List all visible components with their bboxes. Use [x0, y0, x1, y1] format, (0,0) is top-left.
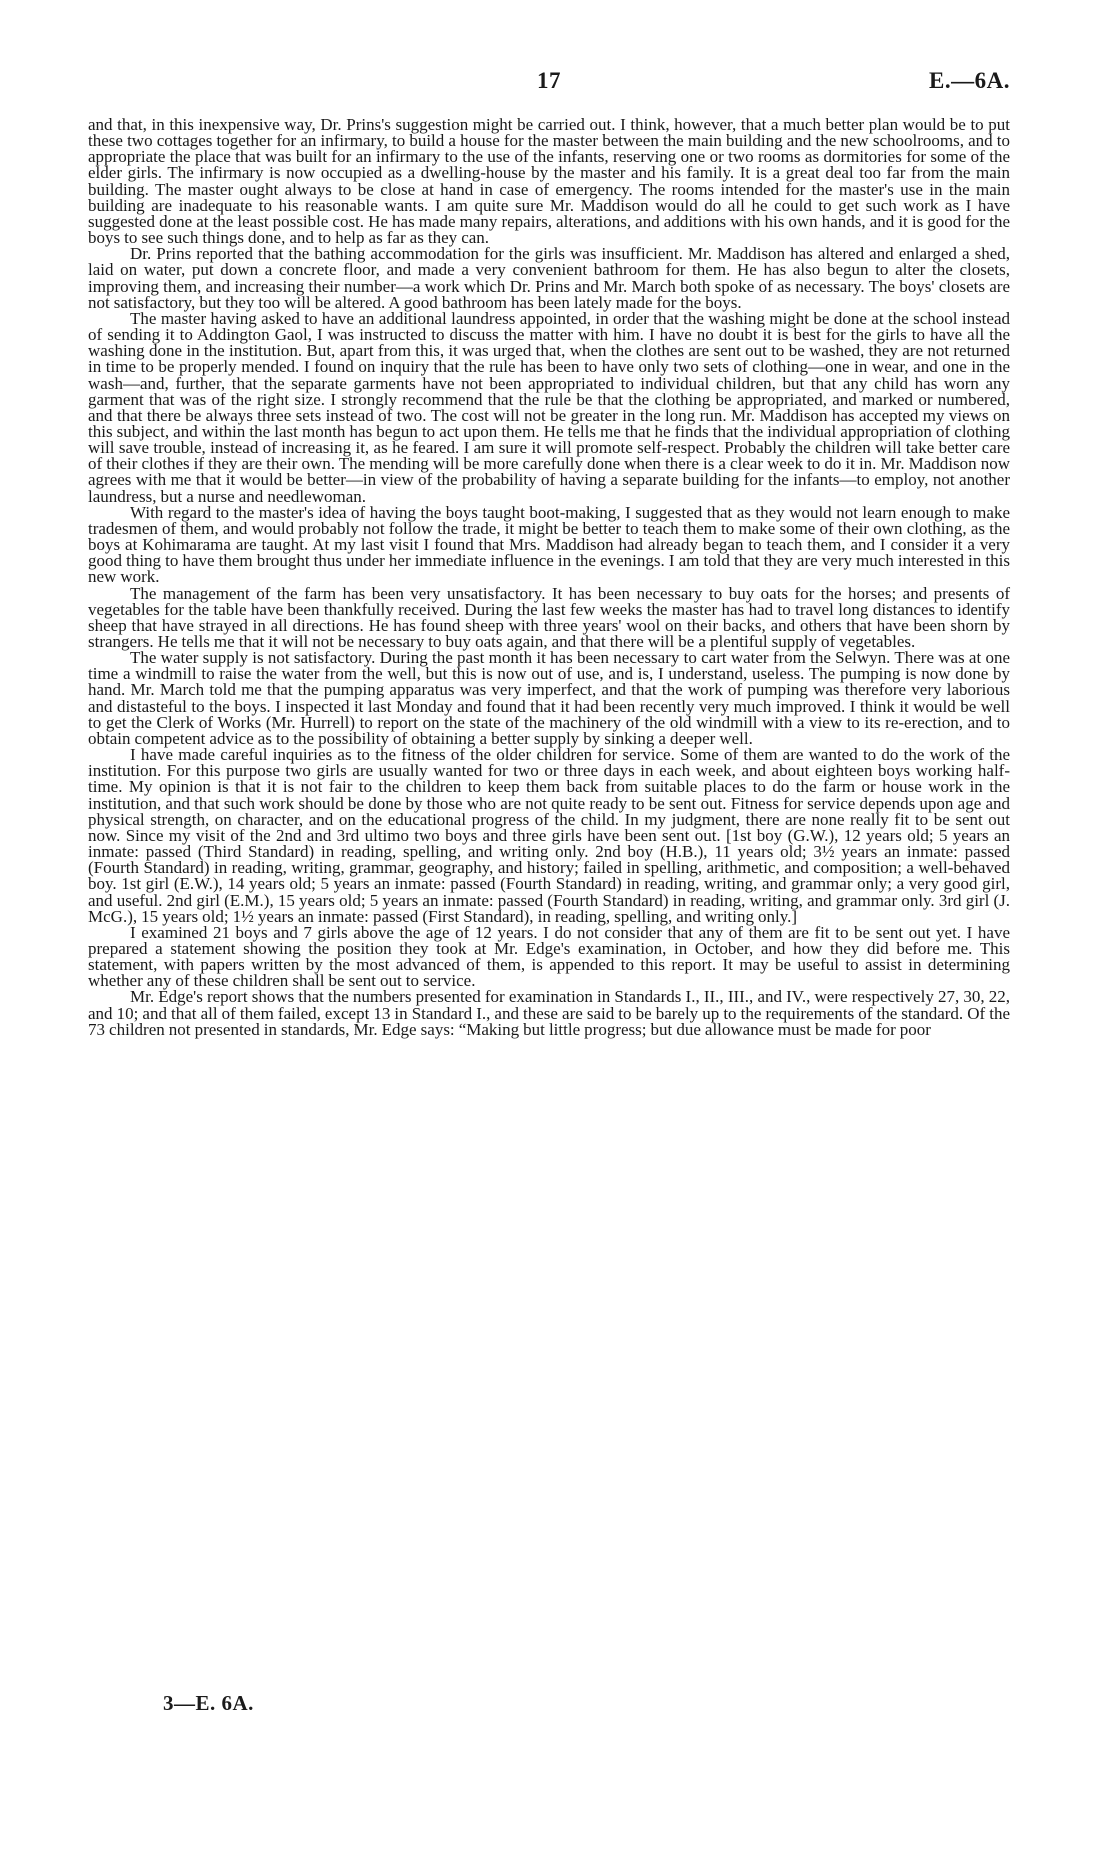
paragraph: The management of the farm has been very unsatisfactory. It has been necessary to buy oats for the horses; and presents of vegetables for the table have been thankfully received. During the last few weeks the master has had to travel long distances to identify sheep that have strayed in all directions. He has found sheep with three years' wool on their backs, and others that have been shorn by strangers. He tells me that it will not be necessary to buy oats again, and that there will be a plentiful supply of vegetables.: [88, 583, 1010, 651]
page-header: [88, 68, 1010, 102]
body-text: [88, 117, 1010, 1038]
paragraph: Dr. Prins reported that the bathing accommodation for the girls was insufficient. Mr. Maddison has altered and enlarged a shed, laid on water, put down a concrete floor, and made a very convenient bathroom for them. He has also begun to alter the closets, improving them, and increasing their number—a work which Dr. Prins and Mr. March both spoke of as necessary. The boys' closets are not satisfactory, but they too will be altered. A good bathroom has been lately made for the boys.: [88, 244, 1010, 312]
paragraph: I examined 21 boys and 7 girls above the age of 12 years. I do not consider that any of them are fit to be sent out yet. I have prepared a statement showing the position they took at Mr. Edge's examination, in October, and how they did before me. This statement, with papers written by the most advanced of them, is appended to this report. It may be useful to assist in determining whether any of these children shall be sent out to service.: [88, 922, 1010, 991]
paragraph: I have made careful inquiries as to the fitness of the older children for service. Some of them are wanted to do the work of the institution. For this purpose two girls are usually wanted for two or three days in each week, and about eighteen boys working half-time. My opinion is that it is not fair to the children to keep them back from suitable places to do the farm or house work in the institution, and that such work should be done by those who are not quite ready to be sent out. Fitness for service depends upon age and physical strength, on character, and on the educational progress of the child. In my judgment, there are none really fit to be sent out now. Since my visit of the 2nd and 3rd ultimo two boys and three girls have been sent out. [1st boy (G.W.), 12 years old; 5 years an inmate: passed (Third Standard) in reading, spelling, and writing only. 2nd boy (H.B.), 11 years old; 3½ years an inmate: passed (Fourth Standard) in reading, writing, grammar, geography, and history; failed in spelling, arithmetic, and composition; a well-behaved boy. 1st girl (E.W.), 14 years old; 5 years an inmate: passed (Fourth Standard) in reading, writing, and grammar only; a very good girl, and useful. 2nd girl (E.M.), 15 years old; 5 years an inmate: passed (Fourth Standard) in reading, writing, and grammar only. 3rd girl (J. McG.), 15 years old; 1½ years an inmate: passed (First Standard), in reading, spelling, and writing only.]: [88, 745, 1010, 926]
paragraph: With regard to the master's idea of having the boys taught boot-making, I suggested that as they would not learn enough to make tradesmen of them, and would probably not follow the trade, it might be better to teach them to make some of their own clothing, as the boys at Kohimarama are taught. At my last visit I found that Mrs. Maddison had already began to teach them, and I consider it a very good thing to have them brought thus under her immediate influence in the evenings. I am told that they are very much interested in this new work.: [88, 502, 1010, 587]
paragraph: Mr. Edge's report shows that the numbers presented for examination in Standards I., II., III., and IV., were respectively 27, 30, 22, and 10; and that all of them failed, except 13 in Standard I., and these are said to be barely up to the requirements of the standard. Of the 73 children not presented in standards, Mr. Edge says: “Making but little progress; but due allowance must be made for poor: [88, 987, 1010, 1039]
paragraph: The water supply is not satisfactory. During the past month it has been necessary to cart water from the Selwyn. There was at one time a windmill to raise the water from the well, but this is now out of use, and is, I understand, useless. The pumping is now done by hand. Mr. March told me that the pumping apparatus was very imperfect, and that the work of pumping was therefore very laborious and distasteful to the boys. I inspected it last Monday and found that it had been recently very much improved. I think it would be well to get the Clerk of Works (Mr. Hurrell) to report on the state of the machinery of the old windmill with a view to its re-erection, and to obtain competent advice as to the possibility of obtaining a better supply by sinking a deeper well.: [88, 648, 1010, 748]
page-number: 17: [537, 68, 561, 93]
sheet-signature: 3—E. 6A.: [163, 1691, 254, 1715]
document-code: E.—6A.: [929, 68, 1010, 93]
paragraph: and that, in this inexpensive way, Dr. Prins's suggestion might be carried out. I think, however, that a much better plan would be to put these two cottages together for an infirmary, to build a house for the master between the main building and the new schoolrooms, and to appropriate the place that was built for an infirmary to the use of the infants, reserving one or two rooms as dormitories for some of the elder girls. The infirmary is now occupied as a dwelling-house by the master and his family. It is a great deal too far from the main building. The master ought always to be close at hand in case of emergency. The rooms intended for the master's use in the main building are inadequate to his reasonable wants. I am quite sure Mr. Maddison would do all he could to get such work as I have suggested done at the least possible cost. He has made many repairs, alterations, and additions with his own hands, and it is good for the boys to see such things done, and to help as far as they can.: [88, 115, 1010, 248]
paragraph: The master having asked to have an additional laundress appointed, in order that the washing might be done at the school instead of sending it to Addington Gaol, I was instructed to discuss the matter with him. I have no doubt it is best for the girls to have all the washing done in the institution. But, apart from this, it was urged that, when the clothes are sent out to be washed, they are not returned in time to be properly mended. I found on inquiry that the rule has been to have only two sets of clothing—one in wear, and one in the wash—and, further, that the separate garments have not been appropriated to individual children, but that any child has worn any garment that was of the right size. I strongly recommend that the rule be that the clothing be appropriated, and marked or numbered, and that there be always three sets instead of two. The cost will not be greater in the long run. Mr. Maddison has accepted my views on this subject, and within the last month has begun to act upon them. He tells me that he finds that the individual appropriation of clothing will save trouble, instead of increasing it, as he feared. I am sure it will promote self-respect. Probably the children will take better care of their clothes if they are their own. The mending will be more carefully done when there is a clear week to do it in. Mr. Maddison now agrees with me that it would be better—in view of the probability of having a separate building for the infants—to employ, not another laundress, but a nurse and needlewoman.: [88, 308, 1010, 506]
